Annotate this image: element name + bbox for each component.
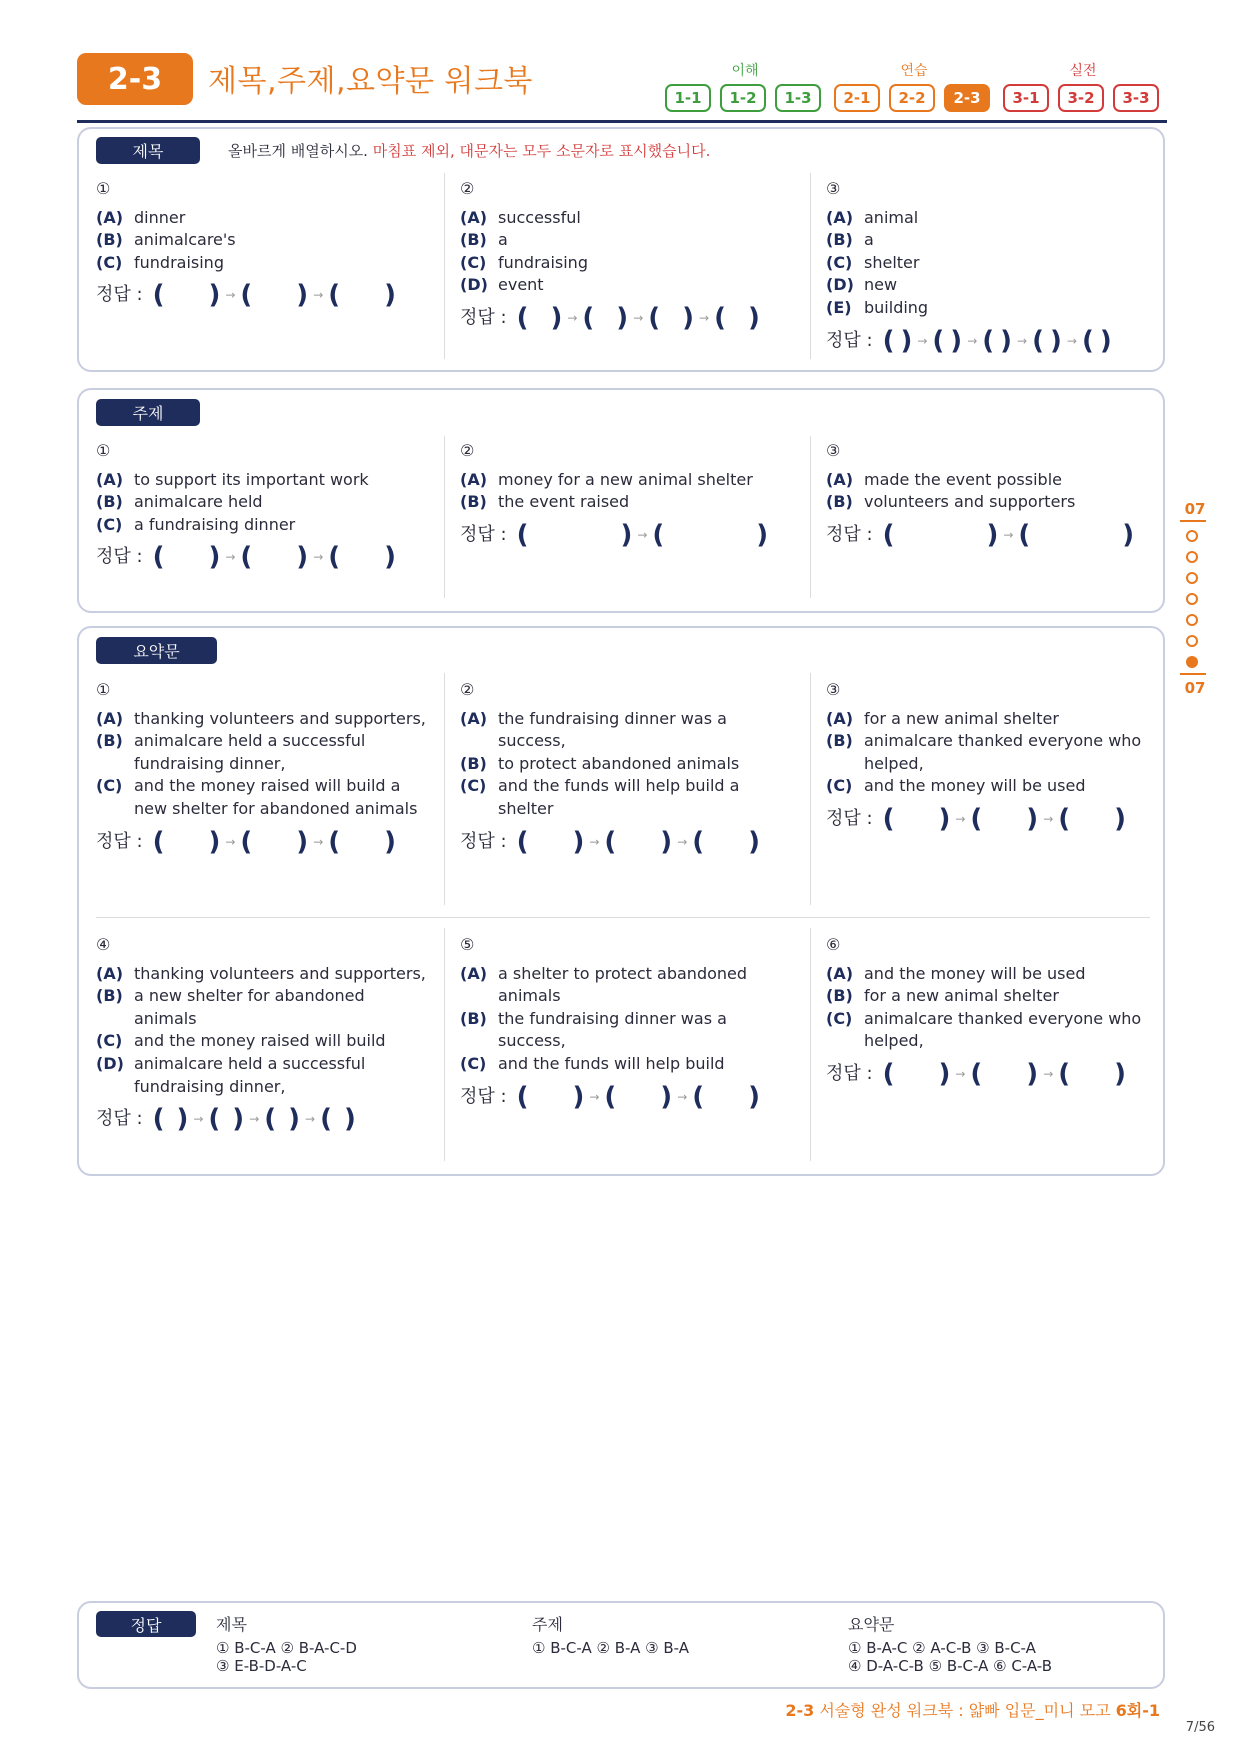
tab-3-1[interactable]: 3-1 [1003,84,1049,112]
column-divider [810,173,811,359]
instruction-main: 올바르게 배열하시오. [228,142,368,160]
answer-row[interactable]: 정답 : ( ) → ( ) → ( ) → ( ) [96,1104,356,1135]
question-summary-5: ⑤ (A) a shelter to protect abandoned animals (B) the fundraising dinner was a success, (C) and the funds will help build 정답 : ( ) → ( ) → ( ) [460,934,790,1108]
answer-row[interactable]: 정답 : ( ) → ( ) → ( ) [826,803,1127,834]
side-rule [1180,673,1206,675]
answer-row[interactable]: 정답 : ( ) → ( ) → ( ) [96,542,397,573]
section-label-topic: 주제 [96,399,200,426]
answer-key-summary: 요약문 ① B-A-C ② A-C-B ③ B-C-A ④ D-A-C-B ⑤ B-C-A ⑥ C-A-B [848,1615,1052,1675]
question-topic-1: ① (A) to support its important work (B) animalcare held (C) a fundraising dinner 정답 : ( ) → ( ) → ( ) [96,440,426,569]
question-title-1: ① (A) dinner (B) animalcare's (C) fundraising 정답 : ( ) → ( ) → ( ) [96,178,426,307]
option: (B) to protect abandoned animals [460,753,740,773]
category-real: 실전 [1069,63,1097,79]
option: (C) and the money will be used [826,776,1086,796]
answer-row[interactable]: 정답 : ( ) → ( ) → ( ) → ( ) [460,302,760,333]
option: (B) for a new animal shelter [826,986,1059,1006]
option: (A) and the money will be used [826,963,1086,983]
option: (B) a new shelter for abandoned animals [96,986,365,1028]
page-title: 제목,주제,요약문 워크북 [208,64,533,99]
section-label-summary: 요약문 [96,637,217,664]
tab-1-1[interactable]: 1-1 [665,84,711,112]
answer-key-title: 제목 ① B-C-A ② B-A-C-D ③ E-B-D-A-C [216,1615,357,1675]
option: (B) a [826,230,874,250]
option: (A) money for a new animal shelter [460,469,753,489]
question-title-3: ③ (A) animal (B) a (C) shelter (D) new (E) building 정답 : ( ) → ( ) → ( ) → ( ) → ( ) [826,178,1156,352]
option: (B) volunteers and supporters [826,492,1076,512]
option: (A) dinner [96,207,186,227]
option: (A) successful [460,207,581,227]
tab-1-2[interactable]: 1-2 [720,84,766,112]
question-topic-3: ③ (A) made the event possible (B) volunteers and supporters 정답 : ( ) → ( ) [826,440,1156,546]
side-nav-dot-active[interactable] [1186,656,1198,668]
question-summary-4: ④ (A) thanking volunteers and supporters, (B) a new shelter for abandoned animals (C) and the money raised will build (D) animalcare held a successful fundraising dinner, 정답 : ( ) → ( ) → ( ) → ( ) [96,935,426,1135]
option: (A) a shelter to protect abandoned animals [460,963,748,1006]
side-nav-dot[interactable] [1186,572,1198,584]
column-divider [444,436,445,598]
option: (D) new [826,275,898,295]
column-divider [810,673,811,905]
question-title-2: ② (A) successful (B) a (C) fundraising (D) event 정답 : ( ) → ( ) → ( ) → ( ) [460,178,790,330]
tab-1-3[interactable]: 1-3 [775,84,821,112]
option: (B) animalcare's [96,230,236,250]
option: (A) animal [826,207,919,227]
header-rule [77,120,1167,123]
answer-row[interactable]: 정답 : ( ) → ( ) → ( ) [96,280,397,311]
side-page-number-top: 07 [1184,500,1206,518]
page-number: 7/56 [1185,1720,1215,1735]
answer-row[interactable]: 정답 : ( ) → ( ) → ( ) [96,826,397,857]
answer-row[interactable]: 정답 : ( ) → ( ) → ( ) [460,1081,761,1112]
instruction [228,140,710,161]
category-understanding: 이해 [731,63,759,79]
option: (B) a [460,230,508,250]
option: (B) the fundraising dinner was a success, [460,1008,727,1051]
question-summary-1: ① (A) thanking volunteers and supporters, (B) animalcare held a successful fundraising dinner, (C) and the money raised will build a new shelter for abandoned animals 정답 : ( ) → ( ) → ( ) [96,680,426,857]
tab-2-1[interactable]: 2-1 [834,84,880,112]
option: (C) a fundraising dinner [96,514,296,534]
option: (C) shelter [826,252,920,272]
column-divider [444,928,445,1161]
column-divider [810,928,811,1161]
side-nav-dot[interactable] [1186,593,1198,605]
answer-row[interactable]: 정답 : ( ) → ( ) → ( ) → ( ) → ( ) [826,325,1112,356]
column-divider [444,173,445,359]
answer-row[interactable]: 정답 : ( ) → ( ) [460,519,769,550]
option: (B) animalcare held a successful fundraising dinner, [96,731,366,773]
side-nav-dot[interactable] [1186,635,1198,647]
side-page-number-bottom: 07 [1184,679,1206,697]
tab-3-2[interactable]: 3-2 [1058,84,1104,112]
question-summary-2: ② (A) the fundraising dinner was a success, (B) to protect abandoned animals (C) and the funds will help build a shelter 정답 : ( ) → ( ) → ( ) [460,679,790,853]
row-divider [96,917,1150,918]
tab-3-3[interactable]: 3-3 [1113,84,1159,112]
question-topic-2: ② (A) money for a new animal shelter (B) the event raised 정답 : ( ) → ( ) [460,440,790,546]
option: (B) animalcare held [96,492,263,512]
option: (C) animalcare thanked everyone who helped, [826,1008,1142,1051]
option: (C) and the funds will help build [460,1053,725,1073]
option: (B) the event raised [460,492,630,512]
option: (A) to support its important work [96,469,369,489]
option: (B) animalcare thanked everyone who helped, [826,731,1142,773]
unit-badge: 2-3 [77,53,193,105]
question-summary-6: ⑥ (A) and the money will be used (B) for a new animal shelter (C) animalcare thanked everyone who helped, 정답 : ( ) → ( ) → ( ) [826,934,1156,1086]
answer-key-topic: 주제 ① B-C-A ② B-A ③ B-A [532,1615,689,1657]
side-nav-dot[interactable] [1186,551,1198,563]
answer-row[interactable]: 정답 : ( ) → ( ) → ( ) [460,826,761,857]
side-nav-dot[interactable] [1186,530,1198,542]
option: (A) thanking volunteers and supporters, [96,963,426,983]
column-divider [444,673,445,905]
option: (D) animalcare held a successful fundraising dinner, [96,1053,366,1096]
question-summary-3: ③ (A) for a new animal shelter (B) animalcare thanked everyone who helped, (C) and the money will be used 정답 : ( ) → ( ) → ( ) [826,679,1156,831]
option: (A) for a new animal shelter [826,708,1059,728]
option: (C) fundraising [460,252,588,272]
option: (A) thanking volunteers and supporters, [96,708,426,728]
answer-key-label: 정답 [96,1611,196,1637]
option: (C) and the money raised will build a new shelter for abandoned animals [96,776,418,818]
section-label-title: 제목 [96,137,200,164]
answer-row[interactable]: 정답 : ( ) → ( ) → ( ) [826,1058,1127,1089]
option: (C) fundraising [96,252,224,272]
option: (C) and the funds will help build a shelter [460,776,740,818]
option: (C) and the money raised will build [96,1031,386,1051]
instruction-note: 마침표 제외, 대문자는 모두 소문자로 표시했습니다. [372,142,711,160]
option: (E) building [826,297,929,317]
answer-row[interactable]: 정답 : ( ) → ( ) [826,519,1135,550]
option: (A) the fundraising dinner was a success, [460,708,727,751]
category-practice: 연습 [900,63,928,79]
option: (A) made the event possible [826,469,1062,489]
option: (D) event [460,275,544,295]
side-nav-dot[interactable] [1186,614,1198,626]
tab-2-3[interactable]: 2-3 [944,84,990,112]
side-rule [1180,520,1206,522]
column-divider [810,436,811,598]
footer-credit: 2-3 서술형 완성 워크북 : 얇빠 입문_미니 모고 6회-1 [785,1701,1160,1720]
tab-2-2[interactable]: 2-2 [889,84,935,112]
